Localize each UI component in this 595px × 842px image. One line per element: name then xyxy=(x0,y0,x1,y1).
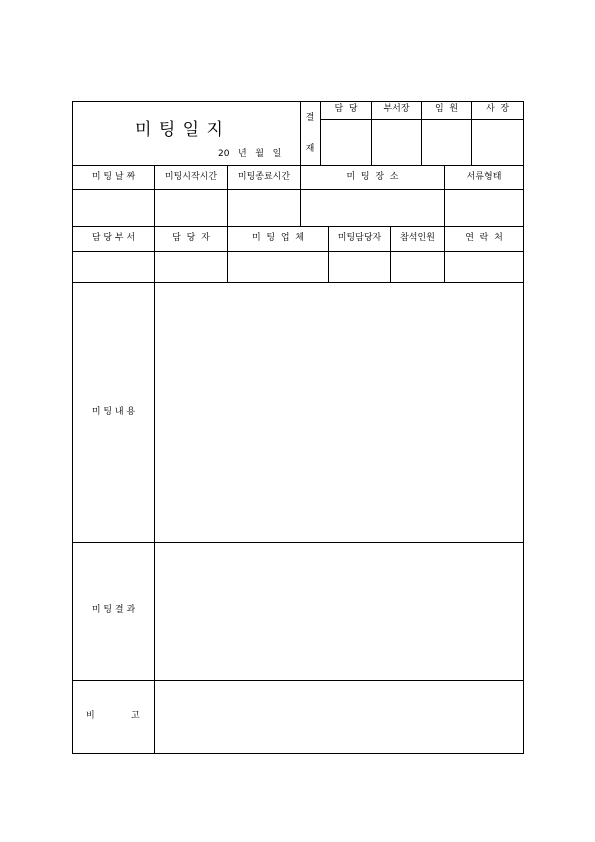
header-person-in-charge: 담 당 자 xyxy=(172,233,210,243)
header-document-type: 서류형태 xyxy=(466,172,502,182)
border-top xyxy=(72,101,524,102)
header-meeting-date: 미 팅 날 짜 xyxy=(91,172,136,182)
field-remarks[interactable] xyxy=(155,681,523,753)
header-start-time: 미팅시작시간 xyxy=(164,172,218,182)
field-person-in-charge[interactable] xyxy=(155,252,227,282)
field-attendees[interactable] xyxy=(391,252,444,282)
field-meeting-place[interactable] xyxy=(301,190,444,226)
header-meeting-contact: 미팅담당자 xyxy=(337,233,382,243)
approval-col-executive: 임 원 xyxy=(434,104,459,114)
label-remarks-1: 비 xyxy=(86,711,95,721)
header-contact-info: 연 락 처 xyxy=(465,233,503,243)
header-department: 담 당 부 서 xyxy=(91,233,136,243)
approval-col-president: 사 장 xyxy=(485,104,510,114)
approval-side-label-2: 재 xyxy=(305,144,315,154)
sign-box-dept-head[interactable] xyxy=(372,120,421,165)
approval-left-line xyxy=(300,101,301,166)
label-remarks-2: 고 xyxy=(131,711,140,721)
field-start-time[interactable] xyxy=(155,190,227,226)
divider-row1-values xyxy=(72,226,524,227)
sign-box-manager[interactable] xyxy=(321,120,371,165)
label-meeting-result: 미 팅 결 과 xyxy=(91,605,136,615)
label-meeting-content: 미 팅 내 용 xyxy=(91,407,136,417)
date-line: 20 년 월 일 xyxy=(218,149,282,159)
border-right xyxy=(523,101,524,754)
field-meeting-contact[interactable] xyxy=(329,252,390,282)
approval-side-label-1: 결 xyxy=(305,113,315,123)
field-meeting-content[interactable] xyxy=(155,283,523,542)
header-meeting-company: 미 팅 업 체 xyxy=(252,233,304,243)
field-meeting-company[interactable] xyxy=(228,252,328,282)
field-end-time[interactable] xyxy=(228,190,300,226)
sign-box-executive[interactable] xyxy=(422,120,471,165)
divider-title-bottom xyxy=(72,165,524,166)
approval-col-dept-head: 부서장 xyxy=(383,104,410,114)
field-meeting-date[interactable] xyxy=(73,190,154,226)
form-title: 미 팅 일 지 xyxy=(135,120,224,140)
sign-box-president[interactable] xyxy=(472,120,523,165)
field-document-type[interactable] xyxy=(445,190,523,226)
header-attendees: 참석인원 xyxy=(400,233,435,243)
border-bottom xyxy=(72,753,524,754)
field-department[interactable] xyxy=(73,252,154,282)
header-meeting-place: 미 팅 장 소 xyxy=(346,172,399,182)
field-meeting-result[interactable] xyxy=(155,543,523,680)
header-end-time: 미팅종료시간 xyxy=(237,172,291,182)
field-contact-info[interactable] xyxy=(445,252,523,282)
approval-col-manager: 담 당 xyxy=(334,104,358,114)
